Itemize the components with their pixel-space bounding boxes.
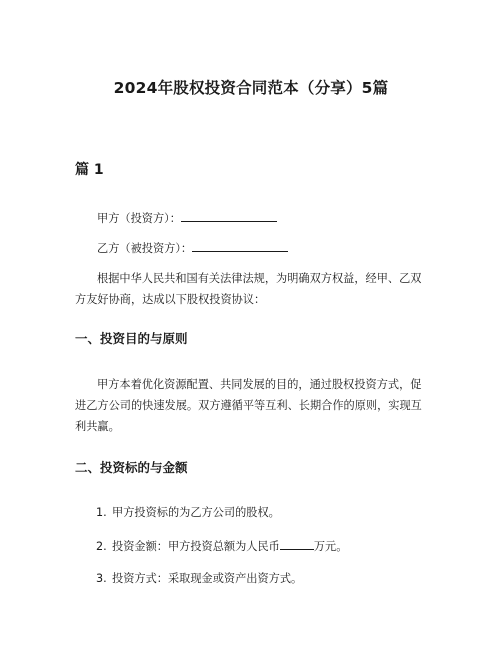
list-item (96, 538, 347, 554)
party-b-blank (192, 241, 288, 252)
party-b-line (75, 238, 425, 259)
list-item-text: 投资方式：采取现金或资产出资方式。 (112, 572, 303, 585)
list-item-text: 甲方投资标的为乙方公司的股权。 (112, 506, 280, 519)
list-item-number: 3. (96, 572, 107, 585)
list-item-number: 2. (96, 540, 107, 553)
list-item-number: 1. (96, 506, 107, 519)
party-b-label: 乙方（被投资方）： (97, 242, 193, 255)
list-item-text: 投资金额：甲方投资总额为人民币 (112, 540, 280, 553)
party-a-line (75, 208, 425, 229)
list-item (96, 504, 280, 520)
clause1-heading: 一、投资目的与原则 (75, 331, 188, 346)
document-title: 2024年股权投资合同范本（分享）5篇 (113, 79, 389, 97)
clause1-paragraph: 甲方本着优化资源配置、共同发展的目的，通过股权投资方式，促进乙方公司的快速发展。双方遵循平等互利、长期合作的原则，实现互利共赢。 (75, 378, 422, 433)
party-a-blank (181, 211, 277, 222)
clause2-heading: 二、投资标的与金额 (75, 460, 188, 475)
amount-blank (280, 539, 314, 550)
party-a-label: 甲方（投资方）： (97, 212, 181, 225)
list-item (96, 570, 302, 586)
intro-paragraph: 根据中华人民共和国有关法律法规，为明确双方权益，经甲、乙双方友好协商，达成以下股权投资协议： (75, 272, 422, 306)
list-item-text-suffix: 万元。 (313, 540, 348, 553)
section-heading: 篇 1 (75, 162, 104, 178)
